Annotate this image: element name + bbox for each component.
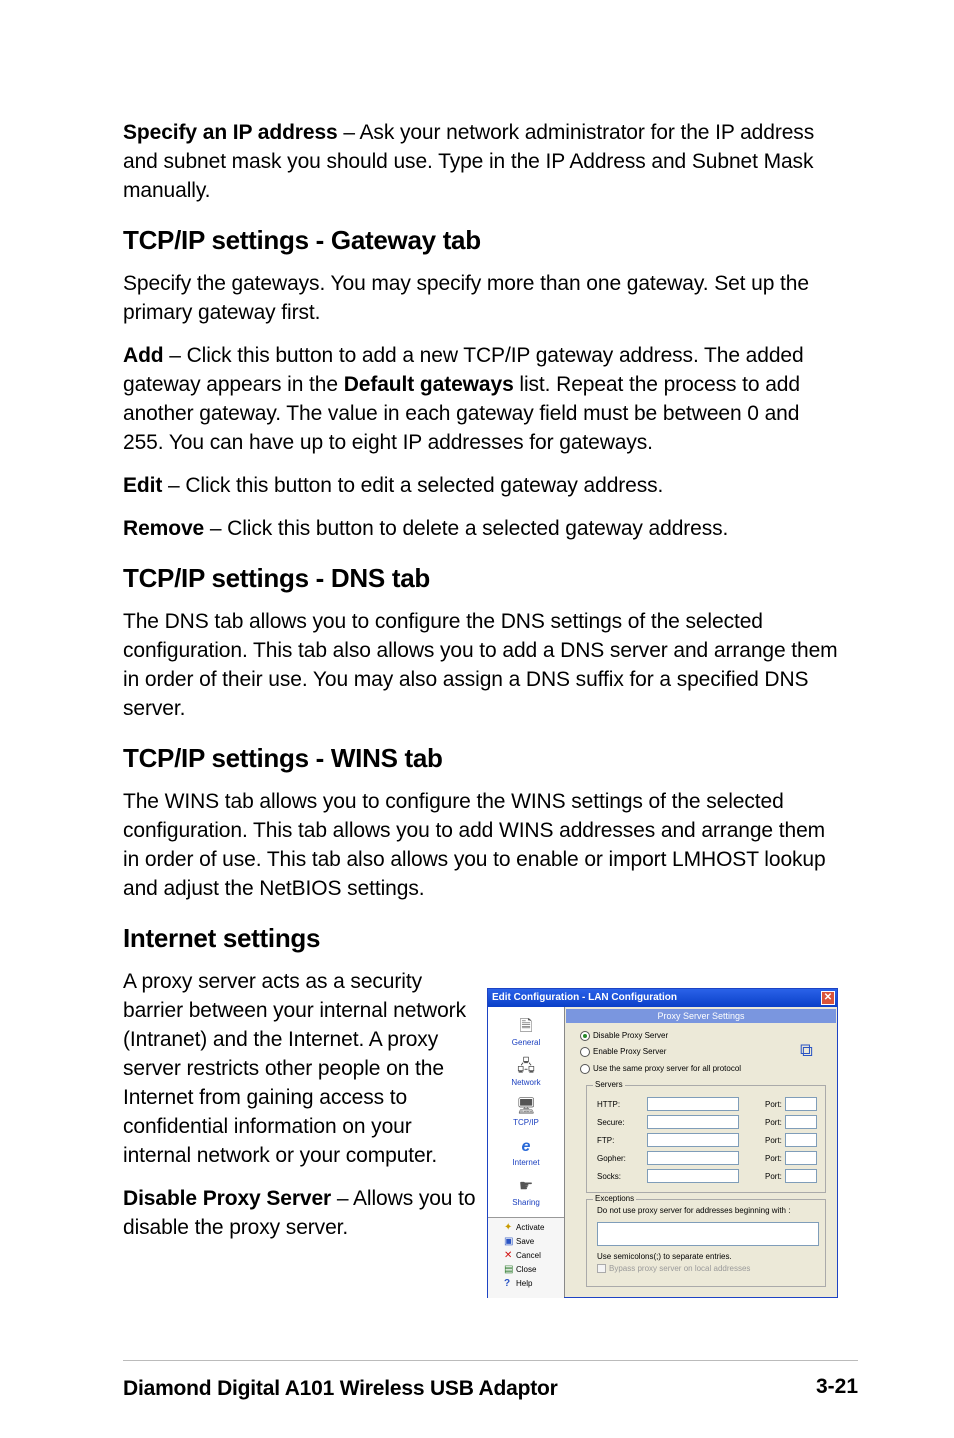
intro-paragraph: Specify an IP address – Ask your network administrator for the IP address and subnet mask you should use. Type in the IP Address and Subnet Mask manually. <box>123 121 815 202</box>
internet-explorer-icon: e <box>521 1138 531 1155</box>
gopher-label: Gopher: <box>597 1154 626 1163</box>
port-label: Port: <box>765 1154 782 1163</box>
sidebar-item-tcpip[interactable]: 🖥 TCP/IP <box>513 1098 539 1127</box>
exceptions-group: Exceptions Do not use proxy server for addresses beginning with : Use semicolons(;) to separate entries. Bypass proxy server on local addresses <box>586 1199 826 1287</box>
http-label: HTTP: <box>597 1100 621 1109</box>
ftp-port-input[interactable] <box>785 1133 817 1147</box>
disable-proxy-radio[interactable]: Disable Proxy Server <box>580 1031 668 1041</box>
activate-button[interactable]: ✦ Activate <box>504 1222 545 1233</box>
dns-paragraph: The DNS tab allows you to configure the DNS settings of the selected configuration. This tab also allows you to add a DNS server and arrange them in order of their use. You may also assign a DNS suffix for a specified DNS server. <box>123 610 838 720</box>
footer-rule <box>123 1360 858 1361</box>
gateway-remove-paragraph: Remove – Click this button to delete a selected gateway address. <box>123 517 729 540</box>
close-door-icon: ▤ <box>504 1264 514 1275</box>
sidebar-item-sharing[interactable]: ☛ Sharing <box>512 1178 540 1207</box>
port-label: Port: <box>765 1172 782 1181</box>
socks-label: Socks: <box>597 1172 622 1181</box>
save-button[interactable]: ▣ Save <box>504 1236 535 1247</box>
edit-configuration-dialog <box>487 988 838 1298</box>
computer-icon: 🖥 <box>516 1098 537 1115</box>
secure-port-input[interactable] <box>785 1115 817 1129</box>
help-icon: ? <box>504 1278 511 1289</box>
document-icon: 🗎 <box>519 1018 533 1035</box>
gateway-heading: TCP/IP settings - Gateway tab <box>123 225 481 255</box>
configuration-icon: ⧉ <box>800 1040 813 1060</box>
enable-proxy-radio[interactable]: Enable Proxy Server <box>580 1047 666 1057</box>
port-label: Port: <box>765 1136 782 1145</box>
secure-input[interactable] <box>647 1115 739 1129</box>
help-button[interactable]: ? Help <box>504 1278 533 1289</box>
http-input[interactable] <box>647 1097 739 1111</box>
sidebar-item-general[interactable]: 🗎 General <box>511 1018 541 1047</box>
socks-input[interactable] <box>647 1169 739 1183</box>
secure-label: Secure: <box>597 1118 625 1127</box>
proxy-settings-panel <box>566 1009 836 1297</box>
cancel-button[interactable]: ✕ Cancel <box>504 1250 541 1261</box>
network-icon: 🖧 <box>517 1058 535 1075</box>
sidebar-item-network[interactable]: 🖧 Network <box>511 1058 541 1087</box>
footer-title: Diamond Digital A101 Wireless USB Adaptor <box>123 1377 558 1400</box>
internet-heading: Internet settings <box>123 923 321 953</box>
close-button[interactable]: ▤ Close <box>504 1264 537 1275</box>
internet-paragraph: A proxy server acts as a security barrier between your internal network (Intranet) and the Internet. A proxy server restricts other people on the Internet from gaining access to confidential information on your internal network or your computer. <box>123 970 466 1167</box>
dns-heading: TCP/IP settings - DNS tab <box>123 563 430 593</box>
cancel-icon: ✕ <box>504 1250 513 1261</box>
disable-proxy-paragraph: Disable Proxy Server – Allows you to disable the proxy server. <box>123 1187 476 1239</box>
ftp-input[interactable] <box>647 1133 739 1147</box>
wins-paragraph: The WINS tab allows you to configure the WINS settings of the selected configuration. This tab allows you to add WINS addresses and arrange them in order of use. This tab also allows you to enable or import LMHOST lookup and adjust the NetBIOS settings. <box>123 790 826 900</box>
section-title: Proxy Server Settings <box>566 1009 836 1023</box>
activate-icon: ✦ <box>504 1222 513 1233</box>
servers-group: Servers HTTP: Port: Secure: Port: FTP: Port: Gopher: Port: Socks: Port: <box>586 1085 826 1193</box>
gopher-input[interactable] <box>647 1151 739 1165</box>
http-port-input[interactable] <box>785 1097 817 1111</box>
gateway-add-paragraph: Add – Click this button to add a new TCP/IP gateway address. The added gateway appears in the Default gateways list. Repeat the process to add another gateway. The value in each gateway field must be between 0 and 255. You can have up to eight IP addresses for gateways. <box>123 344 804 454</box>
exceptions-input[interactable] <box>597 1222 819 1246</box>
exceptions-note: Do not use proxy server for addresses beginning with : <box>597 1206 791 1215</box>
sidebar-item-internet[interactable]: e Internet <box>512 1138 540 1167</box>
dialog-sidebar <box>488 1007 565 1297</box>
gateway-intro: Specify the gateways. You may specify more than one gateway. Set up the primary gateway first. <box>123 272 809 324</box>
same-proxy-radio[interactable]: Use the same proxy server for all protocol <box>580 1064 741 1074</box>
port-label: Port: <box>765 1100 782 1109</box>
bypass-local-checkbox[interactable]: Bypass proxy server on local addresses <box>597 1264 750 1273</box>
ftp-label: FTP: <box>597 1136 615 1145</box>
semicolon-note: Use semicolons(;) to separate entries. <box>597 1252 732 1261</box>
page-number: 3-21 <box>815 1375 858 1398</box>
save-icon: ▣ <box>504 1236 514 1247</box>
dialog-title-bar: Edit Configuration - LAN Configuration ✕ <box>488 989 837 1007</box>
radio-icon <box>580 1064 590 1074</box>
wins-heading: TCP/IP settings - WINS tab <box>123 743 443 773</box>
port-label: Port: <box>765 1118 782 1127</box>
close-icon[interactable]: ✕ <box>821 991 835 1005</box>
radio-icon <box>580 1047 590 1057</box>
sharing-hand-icon: ☛ <box>518 1178 534 1195</box>
dialog-actions <box>488 1217 564 1298</box>
socks-port-input[interactable] <box>785 1169 817 1183</box>
gopher-port-input[interactable] <box>785 1151 817 1165</box>
radio-selected-icon <box>580 1031 590 1041</box>
checkbox-icon <box>597 1264 606 1273</box>
gateway-edit-paragraph: Edit – Click this button to edit a selected gateway address. <box>123 474 664 497</box>
